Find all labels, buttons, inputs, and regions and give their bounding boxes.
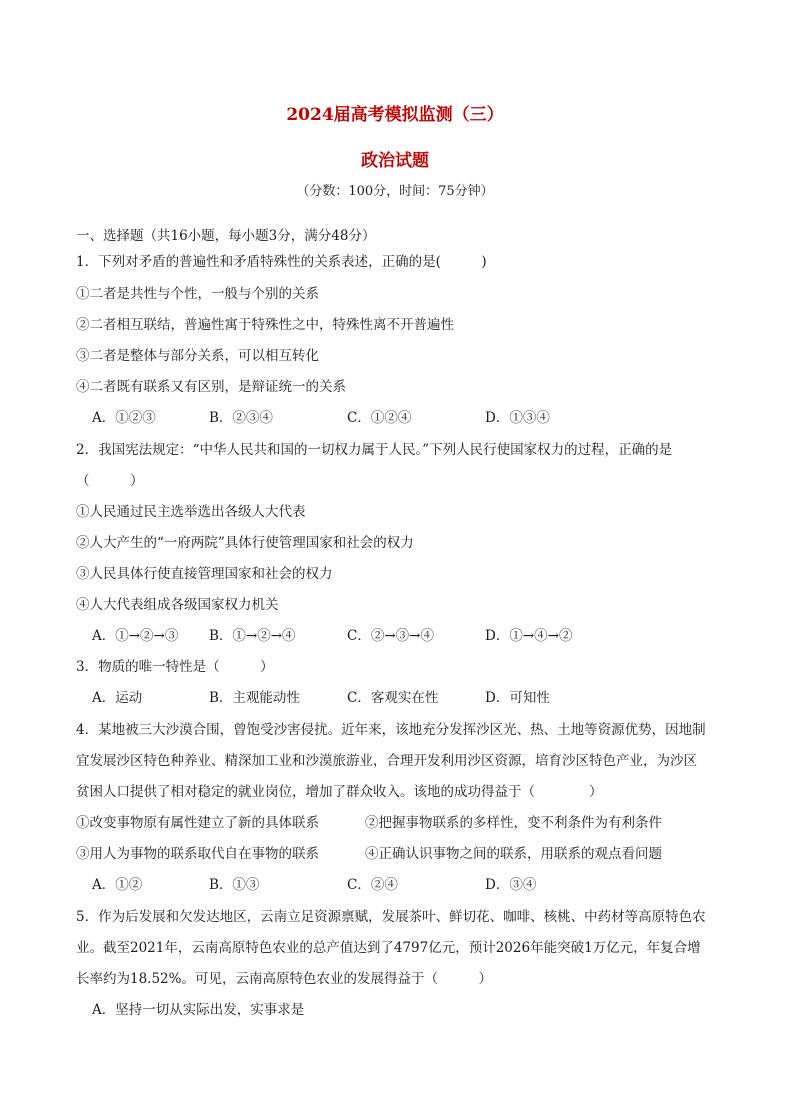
question-2-item: ④人大代表组成各级国家权力机关: [76, 597, 279, 613]
option-d[interactable]: D．①→④→②: [485, 628, 573, 644]
question-1-item: ②二者相互联结，普遍性寓于特殊性之中，特殊性离不开普遍性: [76, 317, 454, 333]
option-b[interactable]: B．①③: [209, 877, 260, 893]
exam-subtitle: 政治试题: [361, 151, 429, 171]
question-1-stem: 1．下列对矛盾的普遍性和矛盾特殊性的关系表述，正确的是( ): [76, 254, 487, 270]
option-c[interactable]: C．②→③→④: [347, 628, 434, 644]
question-2-item: ③人民具体行使直接管理国家和社会的权力: [76, 566, 333, 582]
question-1-item: ④二者既有联系又有区别，是辩证统一的关系: [76, 379, 346, 395]
exam-title: 2024届高考模拟监测（三）: [286, 105, 504, 125]
question-4-items-row: [76, 842, 716, 862]
question-2-item: ①人民通过民主选举选出各级人大代表: [76, 504, 306, 520]
option-a[interactable]: A．①②: [92, 877, 143, 893]
question-4-stem-cont: 宜发展沙区特色种养业、精深加工业和沙漠旅游业，合理开发利用沙区资源，培育沙区特色产业，为沙区: [76, 753, 697, 769]
option-a[interactable]: A．①②③: [92, 410, 156, 426]
option-c[interactable]: C．②④: [347, 877, 398, 893]
question-5-stem-cont: 业。截至2021年，云南高原特色农业的总产值达到了4797亿元，预计2026年能突破1万亿元，年复合增: [76, 940, 701, 956]
question-1-item: ①二者是共性与个性，一般与个别的关系: [76, 286, 319, 302]
question-4-stem-cont: 贫困人口提供了相对稳定的就业岗位，增加了群众收入。该地的成功得益于（ ）: [76, 784, 603, 800]
question-3-stem: 3．物质的唯一特性是（ ）: [76, 659, 274, 675]
question-4-item: ①改变事物原有属性建立了新的具体联系: [76, 815, 319, 831]
option-a[interactable]: A．运动: [92, 690, 143, 706]
option-d[interactable]: D．①③④: [485, 410, 550, 426]
option-a[interactable]: A．坚持一切从实际出发，实事求是: [92, 1002, 305, 1018]
question-2-stem: 2．我国宪法规定：“中华人民共和国的一切权力属于人民。”下列人民行使国家权力的过程，正确的是: [76, 442, 673, 458]
option-c[interactable]: C．①②④: [347, 410, 412, 426]
question-2-stem-cont: （ ）: [76, 473, 144, 489]
option-d[interactable]: D．③④: [485, 877, 537, 893]
question-4-item: ③用人为事物的联系取代自在事物的联系: [76, 846, 319, 862]
question-5-stem: 5．作为后发展和欠发达地区，云南立足资源禀赋，发展茶叶、鲜切花、咖啡、核桃、中药材等高原特色农: [76, 909, 706, 925]
question-4-items-row: [76, 811, 716, 831]
question-4-item: ②把握事物联系的多样性，变不利条件为有利条件: [365, 815, 662, 831]
question-2-item: ②人大产生的“一府两院”具体行使管理国家和社会的权力: [76, 535, 414, 551]
question-4-stem: 4．某地被三大沙漠合围，曾饱受沙害侵扰。近年来，该地充分发挥沙区光、热、土地等资源优势，因地制: [76, 722, 706, 738]
option-b[interactable]: B．①→②→④: [209, 628, 296, 644]
question-4-item: ④正确认识事物之间的联系，用联系的观点看问题: [365, 846, 662, 862]
option-b[interactable]: B．②③④: [209, 410, 273, 426]
option-b[interactable]: B．主观能动性: [209, 690, 300, 706]
section-heading: 一、选择题（共16小题，每小题3分，满分48分）: [76, 228, 376, 244]
option-c[interactable]: C．客观实在性: [347, 690, 439, 706]
option-a[interactable]: A．①→②→③: [92, 628, 179, 644]
question-1-item: ③二者是整体与部分关系，可以相互转化: [76, 348, 319, 364]
exam-meta: （分数：100分，时间：75分钟）: [296, 184, 494, 199]
option-d[interactable]: D．可知性: [485, 690, 550, 706]
question-5-stem-cont: 长率约为18.52%。可见，云南高原特色农业的发展得益于（ ）: [76, 971, 492, 987]
